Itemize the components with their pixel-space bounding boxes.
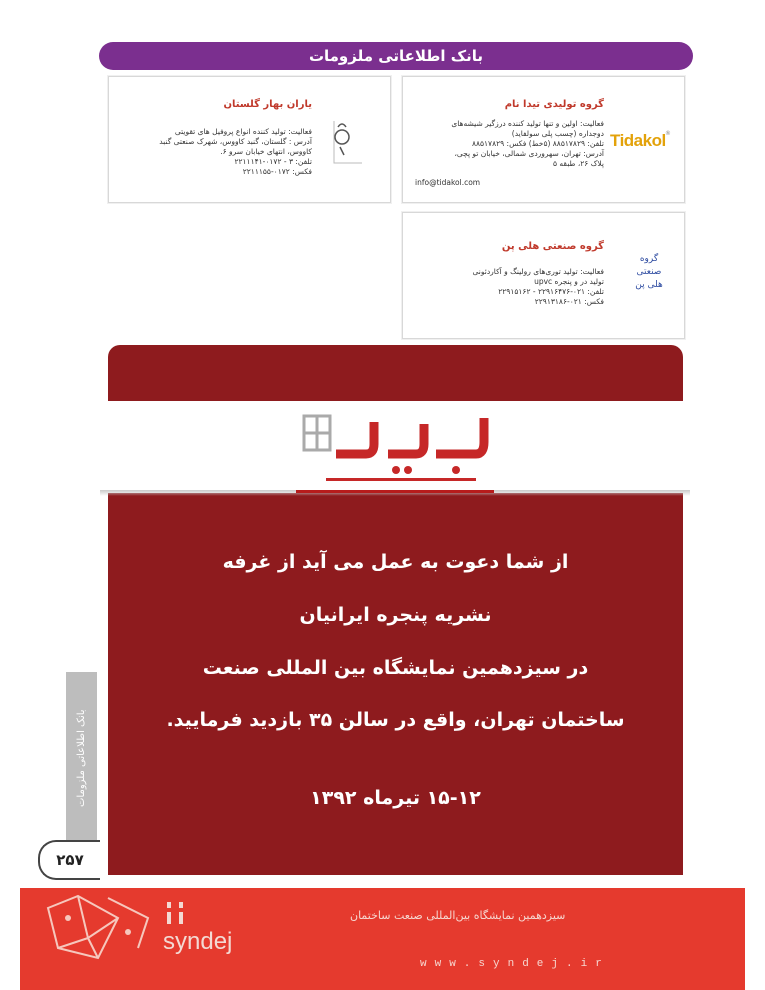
exhibition-graphic-icon [38, 888, 178, 990]
syndej-brand: syndej [163, 928, 233, 955]
page-number: ۲۵۷ [38, 840, 100, 880]
company-details: فعالیت: اولین و تنها تولید کننده درزگیر شیشه‌های دوجداره (چسب پلی سولفاید) تلفن: ۸۸۵۱۷۸۲۹ (۵خط) فکس: ۸۸۵۱۷۸۲۹ آدرس: تهران، سهروردی شمالی، خیابان تو پچی، پلاک ۲۶، طبقه ۵ [451, 119, 604, 168]
section-header: بانک اطلاعاتی ملزومات [99, 42, 693, 70]
invitation-line-4: ساختمان تهران، واقع در سالن ۳۵ بازدید فرمایید. [166, 709, 625, 731]
helipan-logo: گروه صنعتی هلی پن [635, 254, 663, 290]
tidakol-logo: Tidakol® [610, 131, 670, 150]
ad-url[interactable]: www.syndej.ir [420, 958, 610, 970]
company-email[interactable]: info@tidakol.com [415, 178, 481, 187]
company-card-helipan [402, 212, 685, 339]
magazine-logo [296, 404, 494, 493]
company-title: گروه صنعتی هلی پن [501, 241, 604, 252]
company-details: فعالیت: تولید توری‌های رولینگ و آکاردئونی تولید در و پنجره upvc تلفن: ۰۲۱-۲۲۹۱۶۴۷۶ - ۲۲۹۱۵۱۶۲ فکس: ۰۲۱-۲۲۹۱۳۱۸۶ [472, 267, 604, 306]
company-title: گروه تولیدی تیدا نام [504, 99, 604, 110]
company-card-yaran [108, 76, 391, 203]
company-details: فعالیت: تولید کننده انواع پروفیل های تقویتی آدرس : گلستان، گنبد کاووس، شهرک صنعتی گنبد کاووس، انتهای خیابان سرو ۶. تلفن: ۳ - ۰۱۷۲-۲۲۱۱۱۴۱ فکس: ۰۱۷۲-۲۲۱۱۱۵۵ [159, 127, 312, 176]
yaran-logo [328, 115, 368, 167]
company-title: یاران بهار گلستان [223, 99, 312, 110]
invitation-line-2: نشریه پنجره ایرانیان [299, 604, 492, 626]
company-card-tidakol [402, 76, 685, 203]
invitation-line-3: در سیزدهمین نمایشگاه بین المللی صنعت [202, 657, 589, 679]
footer-advertisement[interactable] [20, 888, 745, 990]
invitation-line-1: از شما دعوت به عمل می آید از غرفه [222, 551, 569, 573]
ad-headline: سیزدهمین نمایشگاه بین‌المللی صنعت ساختمان [350, 909, 566, 922]
syndej-mark-icon [165, 900, 195, 926]
exhibition-date: ۱۵-۱۲ تیرماه ۱۳۹۲ [310, 787, 481, 809]
section-side-label: بانک اطلاعاتی ملزومات [76, 709, 87, 807]
